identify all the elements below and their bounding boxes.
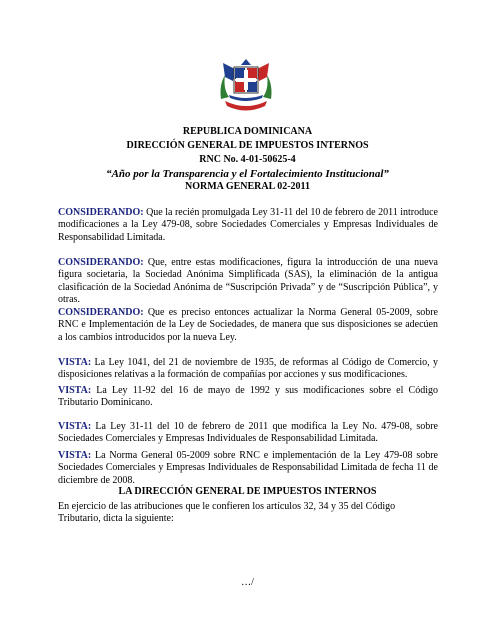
paragraph-text: Que es preciso entonces actualizar la Norma General 05-2009, sobre RNC e Implementación de la Ley de Sociedades, de manera que sus disposiciones se adecúen a los cambios introducidos por la nueva Ley.: [58, 307, 438, 343]
paragraph-text: La Ley 31-11 del 10 de febrero de 2011 que modifica la Ley No. 479-08, sobre Sociedades Comerciales y Empresas Individuales de Responsabilidad Limitada.: [58, 421, 438, 445]
norma-title: NORMA GENERAL 02-2011: [184, 181, 310, 192]
paragraph-text: La Ley 11-92 del 16 de mayo de 1992 y sus modificaciones sobre el Código Tributario Dominicano.: [58, 385, 438, 409]
paragraph-label: CONSIDERANDO:: [58, 207, 144, 218]
paragraph-considerando-2: [58, 257, 438, 306]
paragraph-vista-4: [58, 450, 438, 487]
paragraph-label: CONSIDERANDO:: [58, 307, 144, 318]
paragraph-text: Que, entre estas modificaciones, figura la introducción de una nueva figura societaria, la Sociedad Anónima Simplificada (SAS), la eliminación de la antigua clasificación de la Sociedad Anónima de “Suscripción Privada” y de “Suscripción Pública”, y otras.: [58, 257, 438, 305]
section-heading: LA DIRECCIÓN GENERAL DE IMPUESTOS INTERNOS: [118, 486, 377, 497]
paragraph-considerando-1: [58, 207, 438, 244]
paragraph-text: La Ley 1041, del 21 de noviembre de 1935, de reformas al Código de Comercio, y disposiciones relativas a la formación de compañías por acciones y sus modificaciones.: [58, 357, 438, 381]
paragraph-vista-1: [58, 357, 438, 382]
paragraph-considerando-3: [58, 307, 438, 344]
closing-paragraph: En ejercicio de las atribuciones que le confieren los artículos 32, 34 y 35 del Código Tributario, dicta la siguiente:: [58, 501, 396, 525]
paragraph-text: Que la recién promulgada Ley 31-11 del 10 de febrero de 2011 introduce modificaciones a la Ley 479-08, sobre Sociedades Comerciales y Empresas Individuales de Responsabilidad Limitada.: [58, 207, 438, 243]
document-header: [0, 125, 495, 181]
paragraph-label: VISTA:: [58, 421, 92, 432]
rnc-number: RNC No. 4-01-50625-4: [199, 154, 296, 165]
paragraph-text: La Norma General 05-2009 sobre RNC e implementación de la Ley 479-08 sobre Sociedades Comerciales y Empresas Individuales de Responsabilidad Limitada de fecha 11 de diciembre de 2008.: [58, 450, 438, 486]
paragraph-label: VISTA:: [58, 450, 92, 461]
paragraph-label: VISTA:: [58, 385, 92, 396]
continuation-marker: …/: [241, 577, 254, 588]
country-name: REPUBLICA DOMINICANA: [182, 126, 313, 137]
paragraph-label: VISTA:: [58, 357, 92, 368]
coat-of-arms-icon: [215, 55, 277, 117]
paragraph-label: CONSIDERANDO:: [58, 257, 144, 268]
year-motto: “Año por la Transparencia y el Fortalecimiento Institucional”: [106, 168, 389, 180]
paragraph-vista-2: [58, 385, 438, 410]
agency-name: DIRECCIÓN GENERAL DE IMPUESTOS INTERNOS: [126, 140, 369, 151]
paragraph-vista-3: [58, 421, 438, 446]
